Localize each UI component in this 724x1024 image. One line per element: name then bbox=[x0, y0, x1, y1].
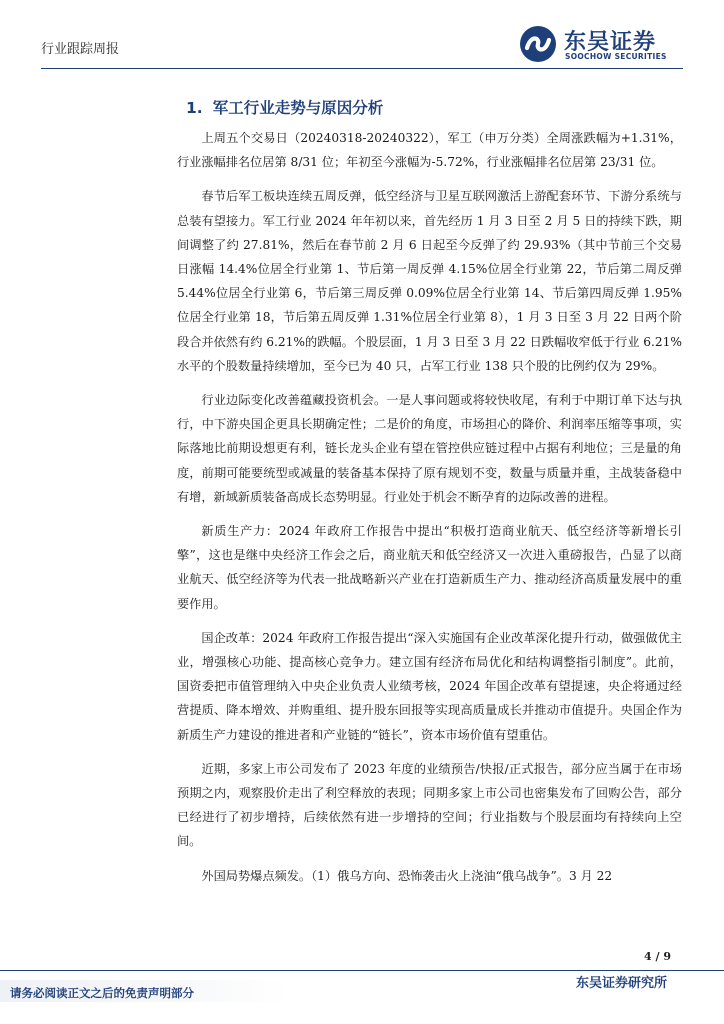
report-type-label: 行业跟踪周报 bbox=[41, 42, 120, 57]
paragraph-new-quality-productivity: 新质生产力：2024 年政府工作报告中提出“积极打造商业航天、低空经济等新增长引擎”，这也是继中央经济工作会之后，商业航天和低空经济又一次进入重磅报告，凸显了以商业航天、低空经济等为代表一批战略新兴产业在打造新质生产力、推动经济高质量发展中的重要作用。 bbox=[177, 524, 682, 611]
logo-english-name: SOOCHOW SECURITIES bbox=[565, 52, 667, 61]
section-title-text: 军工行业走势与原因分析 bbox=[212, 99, 384, 117]
soochow-logo-icon bbox=[518, 24, 558, 64]
page-number: 4 / 9 bbox=[644, 950, 671, 963]
paragraph-geopolitics: 外国局势爆点频发。（1）俄乌方向、恐怖袭击火上浇油“俄乌战争”。3 月 22 bbox=[201, 868, 613, 883]
paragraph-soe-reform: 国企改革：2024 年政府工作报告提出“深入实施国有企业改革深化提升行动，做强做优主业，增强核心功能、提高核心竞争力。建立国有经济布局优化和结构调整指引制度”。此前，国资委把市值管理纳入中央企业负责人业绩考核，2024 年国企改革有望提速，央企将通过经营提质、降本增效、并购重组、提升股东回报等实现高质量成长并推动市值提升。央国企作为新质生产力建设的推进者和产业链的“链长”，资本市场价值有望重估。 bbox=[177, 630, 682, 742]
institute-name: 东吴证券研究所 bbox=[575, 976, 667, 991]
footer-divider bbox=[0, 970, 724, 971]
paragraph-post-festival-rebound: 春节后军工板块连续五周反弹，低空经济与卫星互联网激活上游配套环节、下游分系统与总装有望接力。军工行业 2024 年年初以来，首先经历 1 月 3 日至 2 月 5 日的持续下跌，期间调整了约 27.81%，然后在春节前 2 月 6 日起至今反弹了约 29.93%（其中节前三个交易日涨幅 14.4%位居全行业第 1、节后第一周反弹 4.15%位居全行业第 22，节后第二周反弹 5.44%位居全行业第 6，节后第三周反弹 0.09%位居全行业第 14、节后第四周反弹 1.95%位居全行业第 18，节后第五周反弹 1.31%位居全行业第 8），1 月 3 日至 3 月 22 日两个阶段合并依然有约 6.21%的跌幅。个股层面，1 月 3 日至 3 月 22 日跌幅收窄低于行业 6.21%水平的个股数量持续增加，至今已为 40 只，占军工行业 138 只个股的比例约仅为 29%。 bbox=[177, 189, 682, 373]
paragraph-marginal-improvement: 行业边际变化改善蕴藏投资机会。一是人事问题或将较快收尾，有利于中期订单下达与执行，中下游央国企更具长期确定性；二是价的角度，市场担心的降价、利润率压缩等事项，实际落地比前期设想更有利，链长龙头企业有望在管控供应链过程中占据有利地位；三是量的角度，前期可能要统型或减量的装备基本保持了原有规划不变，数量与质量并重，主战装备稳中有增，新域新质装备高成长态势明显。行业处于机会不断孕育的边际改善的进程。 bbox=[177, 393, 682, 504]
logo-chinese-name: 东吴证券 bbox=[564, 30, 657, 55]
document-body bbox=[177, 126, 682, 888]
paragraph-earnings-buybacks: 近期，多家上市公司发布了 2023 年度的业绩预告/快报/正式报告，部分应当属于在市场预期之内，观察股价走出了利空释放的表现；同期多家上市公司也密集发布了回购公告，部分已经进行了初步增持，后续依然有进一步增持的空间；行业指数与个股层面均有持续向上空间。 bbox=[177, 761, 682, 849]
paragraph-weekly-performance: 上周五个交易日（20240318-20240322），军工（申万分类）全周涨跌幅为+1.31%，行业涨幅排名位居第 8/31 位；年初至今涨幅为-5.72%，行业涨幅排名位居第 23/31 位。 bbox=[177, 131, 682, 170]
disclaimer-text: 请务必阅读正文之后的免责声明部分 bbox=[10, 986, 194, 1000]
section-number: 1. bbox=[186, 99, 203, 117]
section-heading bbox=[186, 96, 383, 118]
company-logo bbox=[518, 24, 688, 64]
header-divider bbox=[41, 68, 683, 69]
